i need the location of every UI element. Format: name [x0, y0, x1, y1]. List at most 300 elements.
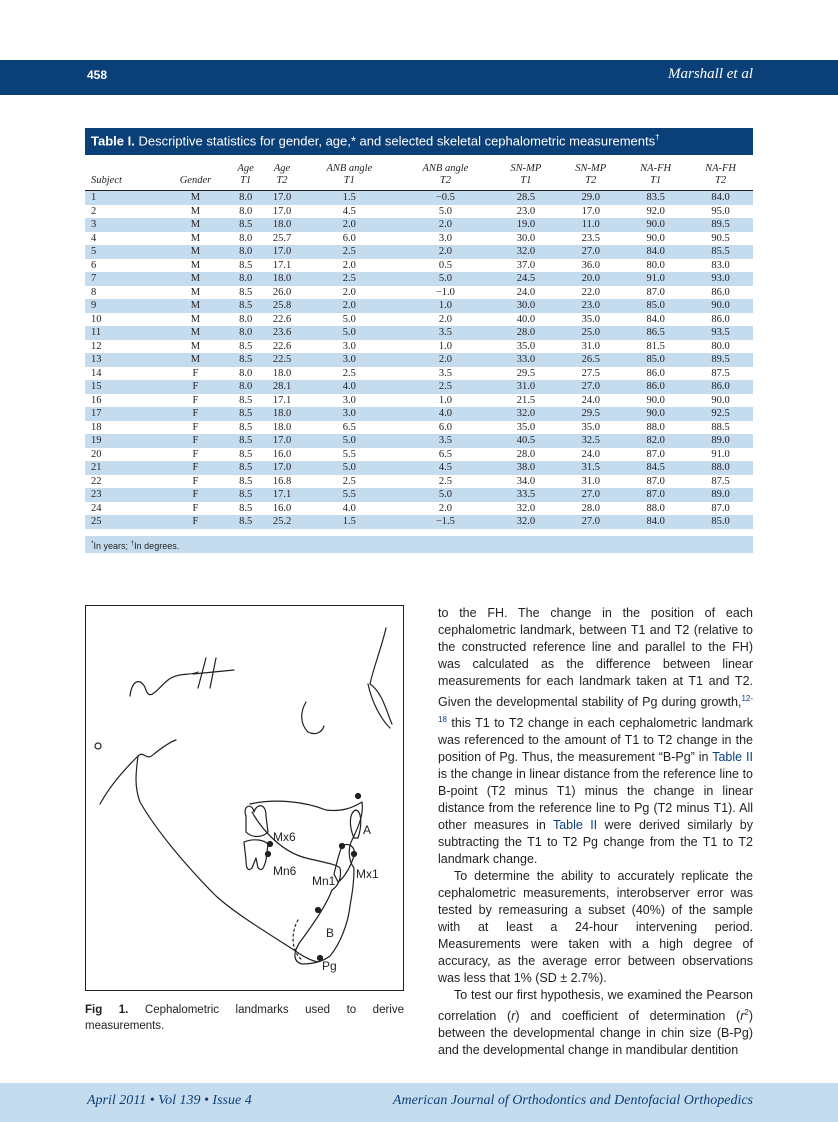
table-cell: 17.0: [581, 205, 600, 217]
table-cell: 4.5: [397, 461, 493, 475]
table-cell: 2.0: [342, 259, 356, 271]
table-row: [85, 434, 753, 448]
table-cell: 84.0: [623, 515, 688, 529]
table-cell: 25.7: [272, 232, 292, 244]
table-cell: 8.5: [229, 218, 263, 232]
table-cell: F: [162, 461, 228, 475]
table-row: [85, 245, 753, 259]
table-cell: 31.0: [581, 475, 600, 487]
table-cell: 11: [85, 326, 162, 340]
table-cell: 2.0: [438, 313, 452, 325]
table-header-row-bottom: [85, 175, 753, 191]
issue-info: April 2011 • Vol 139 • Issue 4: [87, 1093, 252, 1108]
table-cell: 86.0: [623, 380, 688, 394]
table-cell: 1.0: [438, 340, 452, 352]
table-cell: 87.0: [711, 502, 730, 514]
table-cell: 3: [85, 218, 162, 232]
paragraph-3: To test our first hypothesis, we examined the Pearson correlation (r) and coefficient of determination $(r^2)$ between the developmental change in chin size (B-Pg) and the developmental change in mandibular dentition: [438, 988, 754, 1058]
table-cell: 8.0: [229, 191, 263, 205]
table-cell: 24.5: [493, 272, 558, 286]
label-mx1: Mx1: [356, 867, 379, 881]
figure-1: [85, 605, 404, 991]
table-cell: 8.5: [229, 488, 263, 502]
table-cell: 2.0: [342, 286, 356, 298]
table-title-mark: †: [655, 133, 660, 142]
table-cell: F: [162, 407, 228, 421]
table-cell: 8.5: [229, 434, 263, 448]
table-cell: 22: [91, 475, 102, 487]
table-cell: 88.0: [646, 421, 665, 433]
table-cell: 30.0: [516, 232, 536, 244]
running-head: Marshall et al: [668, 66, 753, 82]
table-row: [85, 380, 753, 394]
table-cell: 90.0: [646, 232, 665, 244]
table-cell: 23.5: [581, 232, 600, 244]
table-cell: 0.5: [438, 259, 452, 271]
table-1: [85, 128, 753, 553]
table-2-link[interactable]: Table II: [712, 750, 753, 765]
table-row: [85, 367, 753, 381]
table-cell: 38.0: [493, 461, 558, 475]
table-cell: 85.0: [623, 353, 688, 367]
table-cell: 3.0: [342, 394, 356, 406]
table-cell: 3.0: [301, 407, 397, 421]
table-cell: 25.0: [558, 326, 623, 340]
table-cell: 90.0: [646, 394, 665, 406]
table-cell: 25.2: [263, 515, 302, 529]
table-caption: [85, 128, 753, 155]
table-cell: 81.5: [646, 340, 665, 352]
table-cell: 8.0: [239, 313, 253, 325]
table-cell: 5: [85, 245, 162, 259]
table-cell: M: [190, 259, 201, 271]
table-cell: 32.0: [493, 245, 558, 259]
table-cell: 8.5: [239, 502, 253, 514]
table-cell: 90.0: [688, 299, 753, 313]
table-cell: 24.0: [581, 448, 600, 460]
table-cell: 33.5: [493, 488, 558, 502]
table-cell: 16.0: [272, 502, 292, 514]
column-header-top: NA-FH: [640, 163, 672, 174]
table-cell: M: [162, 191, 228, 205]
table-cell: 2.5: [301, 245, 397, 259]
table-row: [85, 488, 753, 502]
page-number: 458: [87, 68, 108, 82]
table-cell: 4.5: [342, 205, 356, 217]
table-2-link[interactable]: Table II: [552, 818, 598, 833]
table-cell: 92.5: [688, 407, 753, 421]
table-cell: 5.0: [397, 272, 493, 286]
table-cell: 2.0: [397, 353, 493, 367]
table-cell: F: [192, 394, 199, 406]
table-cell: 2.0: [397, 218, 493, 232]
column-header-top: SN-MP: [575, 163, 607, 174]
table-cell: 4.0: [397, 407, 493, 421]
table-cell: M: [162, 218, 228, 232]
table-row: [85, 407, 753, 421]
table-cell: 13: [85, 353, 162, 367]
table-row: [85, 232, 753, 246]
column-header: Gender: [162, 175, 228, 191]
table-cell: 23: [85, 488, 162, 502]
table-cell: 9: [85, 299, 162, 313]
table-row: [85, 218, 753, 232]
table-cell: 86.0: [711, 313, 730, 325]
table-cell: 34.0: [516, 475, 536, 487]
figure-caption: [85, 1002, 404, 1034]
column-header-top: NA-FH: [705, 163, 736, 174]
table-cell: 8.5: [239, 394, 253, 406]
column-header: T2: [558, 175, 623, 191]
reference-citation[interactable]: 12-18: [438, 694, 753, 725]
column-header-top: [162, 155, 228, 175]
label-b: B: [326, 926, 335, 940]
table-cell: 80.0: [646, 259, 665, 271]
table-cell: 35.0: [516, 340, 536, 352]
table-cell: 86.0: [688, 380, 753, 394]
table-cell: F: [192, 421, 199, 433]
table-cell: 8.0: [229, 326, 263, 340]
column-header: T2: [263, 175, 302, 191]
table-cell: 8.5: [239, 340, 253, 352]
table-cell: 84.0: [646, 313, 665, 325]
table-row: [85, 448, 753, 462]
table-cell: 40.5: [493, 434, 558, 448]
table-cell: 17.0: [272, 205, 292, 217]
table-cell: 23.0: [516, 205, 536, 217]
table-cell: 35.0: [516, 421, 536, 433]
table-cell: 6.5: [342, 421, 356, 433]
table-cell: M: [162, 272, 228, 286]
table-cell: M: [190, 313, 201, 325]
table-cell: 8.5: [239, 421, 253, 433]
table-cell: 24.0: [581, 394, 600, 406]
label-a: A: [363, 823, 372, 837]
table-cell: 6: [91, 259, 97, 271]
table-cell: 18.0: [263, 272, 302, 286]
column-header-top: [85, 155, 162, 175]
table-cell: 3.5: [438, 367, 452, 379]
table-cell: 8.5: [229, 461, 263, 475]
table-cell: 88.5: [711, 421, 730, 433]
column-header: T1: [493, 175, 558, 191]
table-cell: 87.5: [711, 475, 730, 487]
column-header: T1: [623, 175, 688, 191]
table-cell: 18: [91, 421, 102, 433]
table-cell: 3.0: [301, 353, 397, 367]
table-cell: 35.0: [581, 421, 600, 433]
table-cell: 6.0: [438, 421, 452, 433]
table-cell: 16.8: [272, 475, 292, 487]
table-cell: 2.0: [397, 245, 493, 259]
table-cell: 32.0: [493, 515, 558, 529]
table-cell: 86.0: [711, 286, 730, 298]
table-cell: 14: [91, 367, 102, 379]
table-cell: 18.0: [272, 367, 292, 379]
table-cell: 86.5: [623, 326, 688, 340]
table-cell: 35.0: [581, 313, 600, 325]
table-cell: 16.0: [272, 448, 292, 460]
table-cell: 16: [91, 394, 102, 406]
table-cell: −1.0: [435, 286, 455, 298]
table-cell: 6.0: [342, 232, 356, 244]
table-cell: 91.0: [711, 448, 730, 460]
table-cell: M: [190, 286, 201, 298]
table-cell: M: [190, 205, 201, 217]
table-cell: 37.0: [516, 259, 536, 271]
table-cell: 24.0: [516, 286, 536, 298]
table-cell: 3.0: [438, 232, 452, 244]
table-cell: 1.0: [397, 299, 493, 313]
table-cell: 8.5: [239, 475, 253, 487]
table-cell: 24: [91, 502, 102, 514]
table-cell: 4.0: [342, 502, 356, 514]
table-cell: 8: [91, 286, 97, 298]
table-cell: 89.5: [688, 218, 753, 232]
table-cell: 21: [85, 461, 162, 475]
journal-name: American Journal of Orthodontics and Dentofacial Orthopedics: [392, 1093, 753, 1108]
column-header-top: Age: [273, 163, 291, 174]
table-cell: 87.0: [646, 448, 665, 460]
table-cell: 92.0: [646, 205, 665, 217]
table-cell: 32.5: [558, 434, 623, 448]
table-row: [85, 259, 753, 273]
table-cell: 22.5: [263, 353, 302, 367]
table-cell: 21.5: [516, 394, 536, 406]
table-cell: 4.0: [301, 380, 397, 394]
table-cell: M: [162, 245, 228, 259]
table-cell: 12: [91, 340, 102, 352]
table-row: [85, 502, 753, 516]
table-cell: 1.5: [301, 515, 397, 529]
table-cell: 3.5: [397, 326, 493, 340]
column-header: T2: [397, 175, 493, 191]
table-cell: −1.5: [397, 515, 493, 529]
table-row: [85, 461, 753, 475]
table-cell: 8.0: [239, 205, 253, 217]
table-cell: 1.0: [438, 394, 452, 406]
table-cell: 88.0: [646, 502, 665, 514]
table-cell: 2.5: [301, 272, 397, 286]
table-cell: 8.5: [229, 407, 263, 421]
table-row: [85, 326, 753, 340]
table-cell: 2.5: [397, 380, 493, 394]
label-mn1: Mn1: [312, 874, 336, 888]
table-cell: 19.0: [493, 218, 558, 232]
table-cell: 36.0: [581, 259, 600, 271]
page-header-bar: [0, 60, 838, 95]
table-cell: 20: [91, 448, 102, 460]
table-cell: 88.0: [688, 461, 753, 475]
table-cell: 10: [91, 313, 102, 325]
table-cell: 32.0: [493, 407, 558, 421]
table-cell: 18.0: [263, 218, 302, 232]
table-footnote: *In years; †In degrees.: [85, 536, 753, 553]
table-row: [85, 475, 753, 489]
table-cell: 2.0: [301, 299, 397, 313]
table-cell: 26.0: [272, 286, 292, 298]
table-cell: 3.5: [397, 434, 493, 448]
figure-caption-label: Fig 1.: [85, 1004, 129, 1016]
table-cell: 28.0: [493, 326, 558, 340]
table-cell: 17.1: [272, 394, 292, 406]
table-cell: 15: [85, 380, 162, 394]
table-row: [85, 313, 753, 327]
table-cell: 5.0: [397, 488, 493, 502]
table-cell: M: [162, 353, 228, 367]
table-cell: 87.0: [623, 488, 688, 502]
table-cell: 23.0: [558, 299, 623, 313]
table-cell: 82.0: [623, 434, 688, 448]
table-cell: 17: [85, 407, 162, 421]
table-cell: 28.0: [581, 502, 600, 514]
table-cell: 27.5: [581, 367, 600, 379]
table-cell: 29.5: [516, 367, 536, 379]
table-cell: 1: [85, 191, 162, 205]
table-cell: 40.0: [516, 313, 536, 325]
table-row: [85, 299, 753, 313]
table-cell: 6.5: [438, 448, 452, 460]
table-cell: 87.0: [646, 475, 665, 487]
table-cell: 32.0: [516, 502, 536, 514]
table-cell: 8.5: [229, 353, 263, 367]
table-cell: 29.0: [558, 191, 623, 205]
table-cell: 19: [85, 434, 162, 448]
table-cell: 1.5: [301, 191, 397, 205]
table-cell: F: [162, 488, 228, 502]
table-row: [85, 421, 753, 435]
table-cell: 28.1: [263, 380, 302, 394]
table-cell: 17.1: [272, 259, 292, 271]
table-cell: 3.0: [342, 340, 356, 352]
table-cell: 7: [85, 272, 162, 286]
table-cell: 5.5: [301, 488, 397, 502]
label-pg: Pg: [322, 959, 337, 973]
table-cell: M: [190, 232, 201, 244]
table-cell: F: [192, 448, 199, 460]
column-header: T2: [688, 175, 753, 191]
table-cell: −0.5: [397, 191, 493, 205]
table-cell: M: [162, 326, 228, 340]
table-cell: 5.0: [301, 326, 397, 340]
table-cell: 17.0: [263, 461, 302, 475]
table-cell: 87.5: [711, 367, 730, 379]
table-row: [85, 191, 753, 205]
table-cell: 84.0: [623, 245, 688, 259]
table-cell: 93.5: [688, 326, 753, 340]
table-cell: 27.0: [558, 488, 623, 502]
table-cell: 31.5: [558, 461, 623, 475]
table-cell: 23.6: [263, 326, 302, 340]
table-cell: 30.0: [493, 299, 558, 313]
table-cell: F: [192, 475, 199, 487]
table-cell: 83.5: [623, 191, 688, 205]
table-cell: 27.0: [558, 245, 623, 259]
table-row: [85, 286, 753, 300]
table-cell: 22.0: [581, 286, 600, 298]
table-row: [85, 272, 753, 286]
page-footer-bar: [0, 1083, 838, 1122]
paragraph-1: to the FH. The change in the position of each cephalometric landmark, between T1 and T2 (relative to the constructed reference line and parallel to the FH) was calculated as the difference between linear measurements for each landmark taken at T1 and T2. Given the developmental stability of Pg during growth,$^{12-18}$ this T1 to T2 change in each cephalometric landmark was referenced to the amount of T1 to T2 change in the position of Pg. Thus, the measurement “B-Pg” in Table II is the change in linear distance from the reference line to B-point (T2 minus T1) minus the change in linear distance from the reference line to Pg (T2 minus T1). All other measures in Table II were derived similarly by subtracting the T1 to T2 Pg change from the T1 to T2 landmark change.: [438, 606, 753, 867]
table-cell: 18.0: [272, 421, 292, 433]
table-cell: 90.0: [623, 218, 688, 232]
table-cell: 17.1: [263, 488, 302, 502]
table-cell: F: [192, 502, 199, 514]
table-cell: M: [190, 340, 201, 352]
table-cell: 2.5: [342, 367, 356, 379]
table-cell: 85.0: [623, 299, 688, 313]
table-cell: 86.0: [646, 367, 665, 379]
table-cell: 8.0: [239, 367, 253, 379]
table-cell: 5.0: [438, 205, 452, 217]
table-cell: 31.0: [493, 380, 558, 394]
table-cell: 33.0: [493, 353, 558, 367]
table-cell: 87.0: [646, 286, 665, 298]
column-header: T1: [301, 175, 397, 191]
table-cell: 25.8: [263, 299, 302, 313]
table-cell: 25: [85, 515, 162, 529]
table-cell: 85.0: [688, 515, 753, 529]
table-cell: 84.5: [623, 461, 688, 475]
column-header-top: Age: [237, 163, 254, 174]
body-text-column: [438, 605, 753, 1059]
table-cell: 5.5: [342, 448, 356, 460]
paragraph-2: To determine the ability to accurately replicate the cephalometric measurements, interobserver error was tested by remeasuring a subset (40%) of the sample with at least a 24-hour intervening period. Measurements were taken with a high degree of accuracy, as the average error between observations was less that 1% (SD ± 2.7%).: [438, 869, 753, 986]
table-cell: 5.0: [342, 313, 356, 325]
table-cell: 89.0: [688, 434, 753, 448]
table-cell: 8.0: [239, 232, 253, 244]
table-cell: 90.0: [711, 394, 730, 406]
table-cell: 4: [91, 232, 97, 244]
table-cell: 89.5: [688, 353, 753, 367]
table-cell: 8.5: [239, 259, 253, 271]
table-title: Descriptive statistics for gender, age,* and selected skeletal cephalometric measurements: [138, 133, 656, 149]
figure-caption-text: Cephalometric landmarks used to derive measurements.: [85, 1004, 405, 1032]
label-mn6: Mn6: [273, 864, 297, 878]
table-cell: 5.0: [301, 434, 397, 448]
table-row: [85, 353, 753, 367]
table-cell: 22.6: [272, 313, 292, 325]
table-cell: 90.5: [711, 232, 730, 244]
table-cell: 8.5: [239, 286, 253, 298]
table-cell: 26.5: [558, 353, 623, 367]
table-cell: 90.0: [623, 407, 688, 421]
table-cell: 8.0: [229, 380, 263, 394]
column-header-top: ANB angle: [326, 163, 373, 174]
table-cell: 8.0: [229, 245, 263, 259]
table-cell: F: [192, 367, 199, 379]
table-cell: 17.0: [263, 434, 302, 448]
table-cell: 27.0: [558, 380, 623, 394]
label-mx6: Mx6: [273, 830, 296, 844]
table-cell: 27.0: [558, 515, 623, 529]
table-row: [85, 340, 753, 354]
column-header-top: SN-MP: [510, 163, 542, 174]
table-cell: F: [162, 380, 228, 394]
table-cell: 80.0: [711, 340, 730, 352]
table-cell: 11.0: [558, 218, 623, 232]
table-cell: 31.0: [581, 340, 600, 352]
table-cell: 8.5: [229, 515, 263, 529]
table-header-row-top: [85, 155, 753, 175]
column-header: T1: [229, 175, 263, 191]
table-cell: 2.5: [342, 475, 356, 487]
table-cell: 2.5: [438, 475, 452, 487]
table-cell: 29.5: [558, 407, 623, 421]
table-cell: F: [162, 515, 228, 529]
table-cell: 5.0: [301, 461, 397, 475]
table-cell: 17.0: [263, 245, 302, 259]
